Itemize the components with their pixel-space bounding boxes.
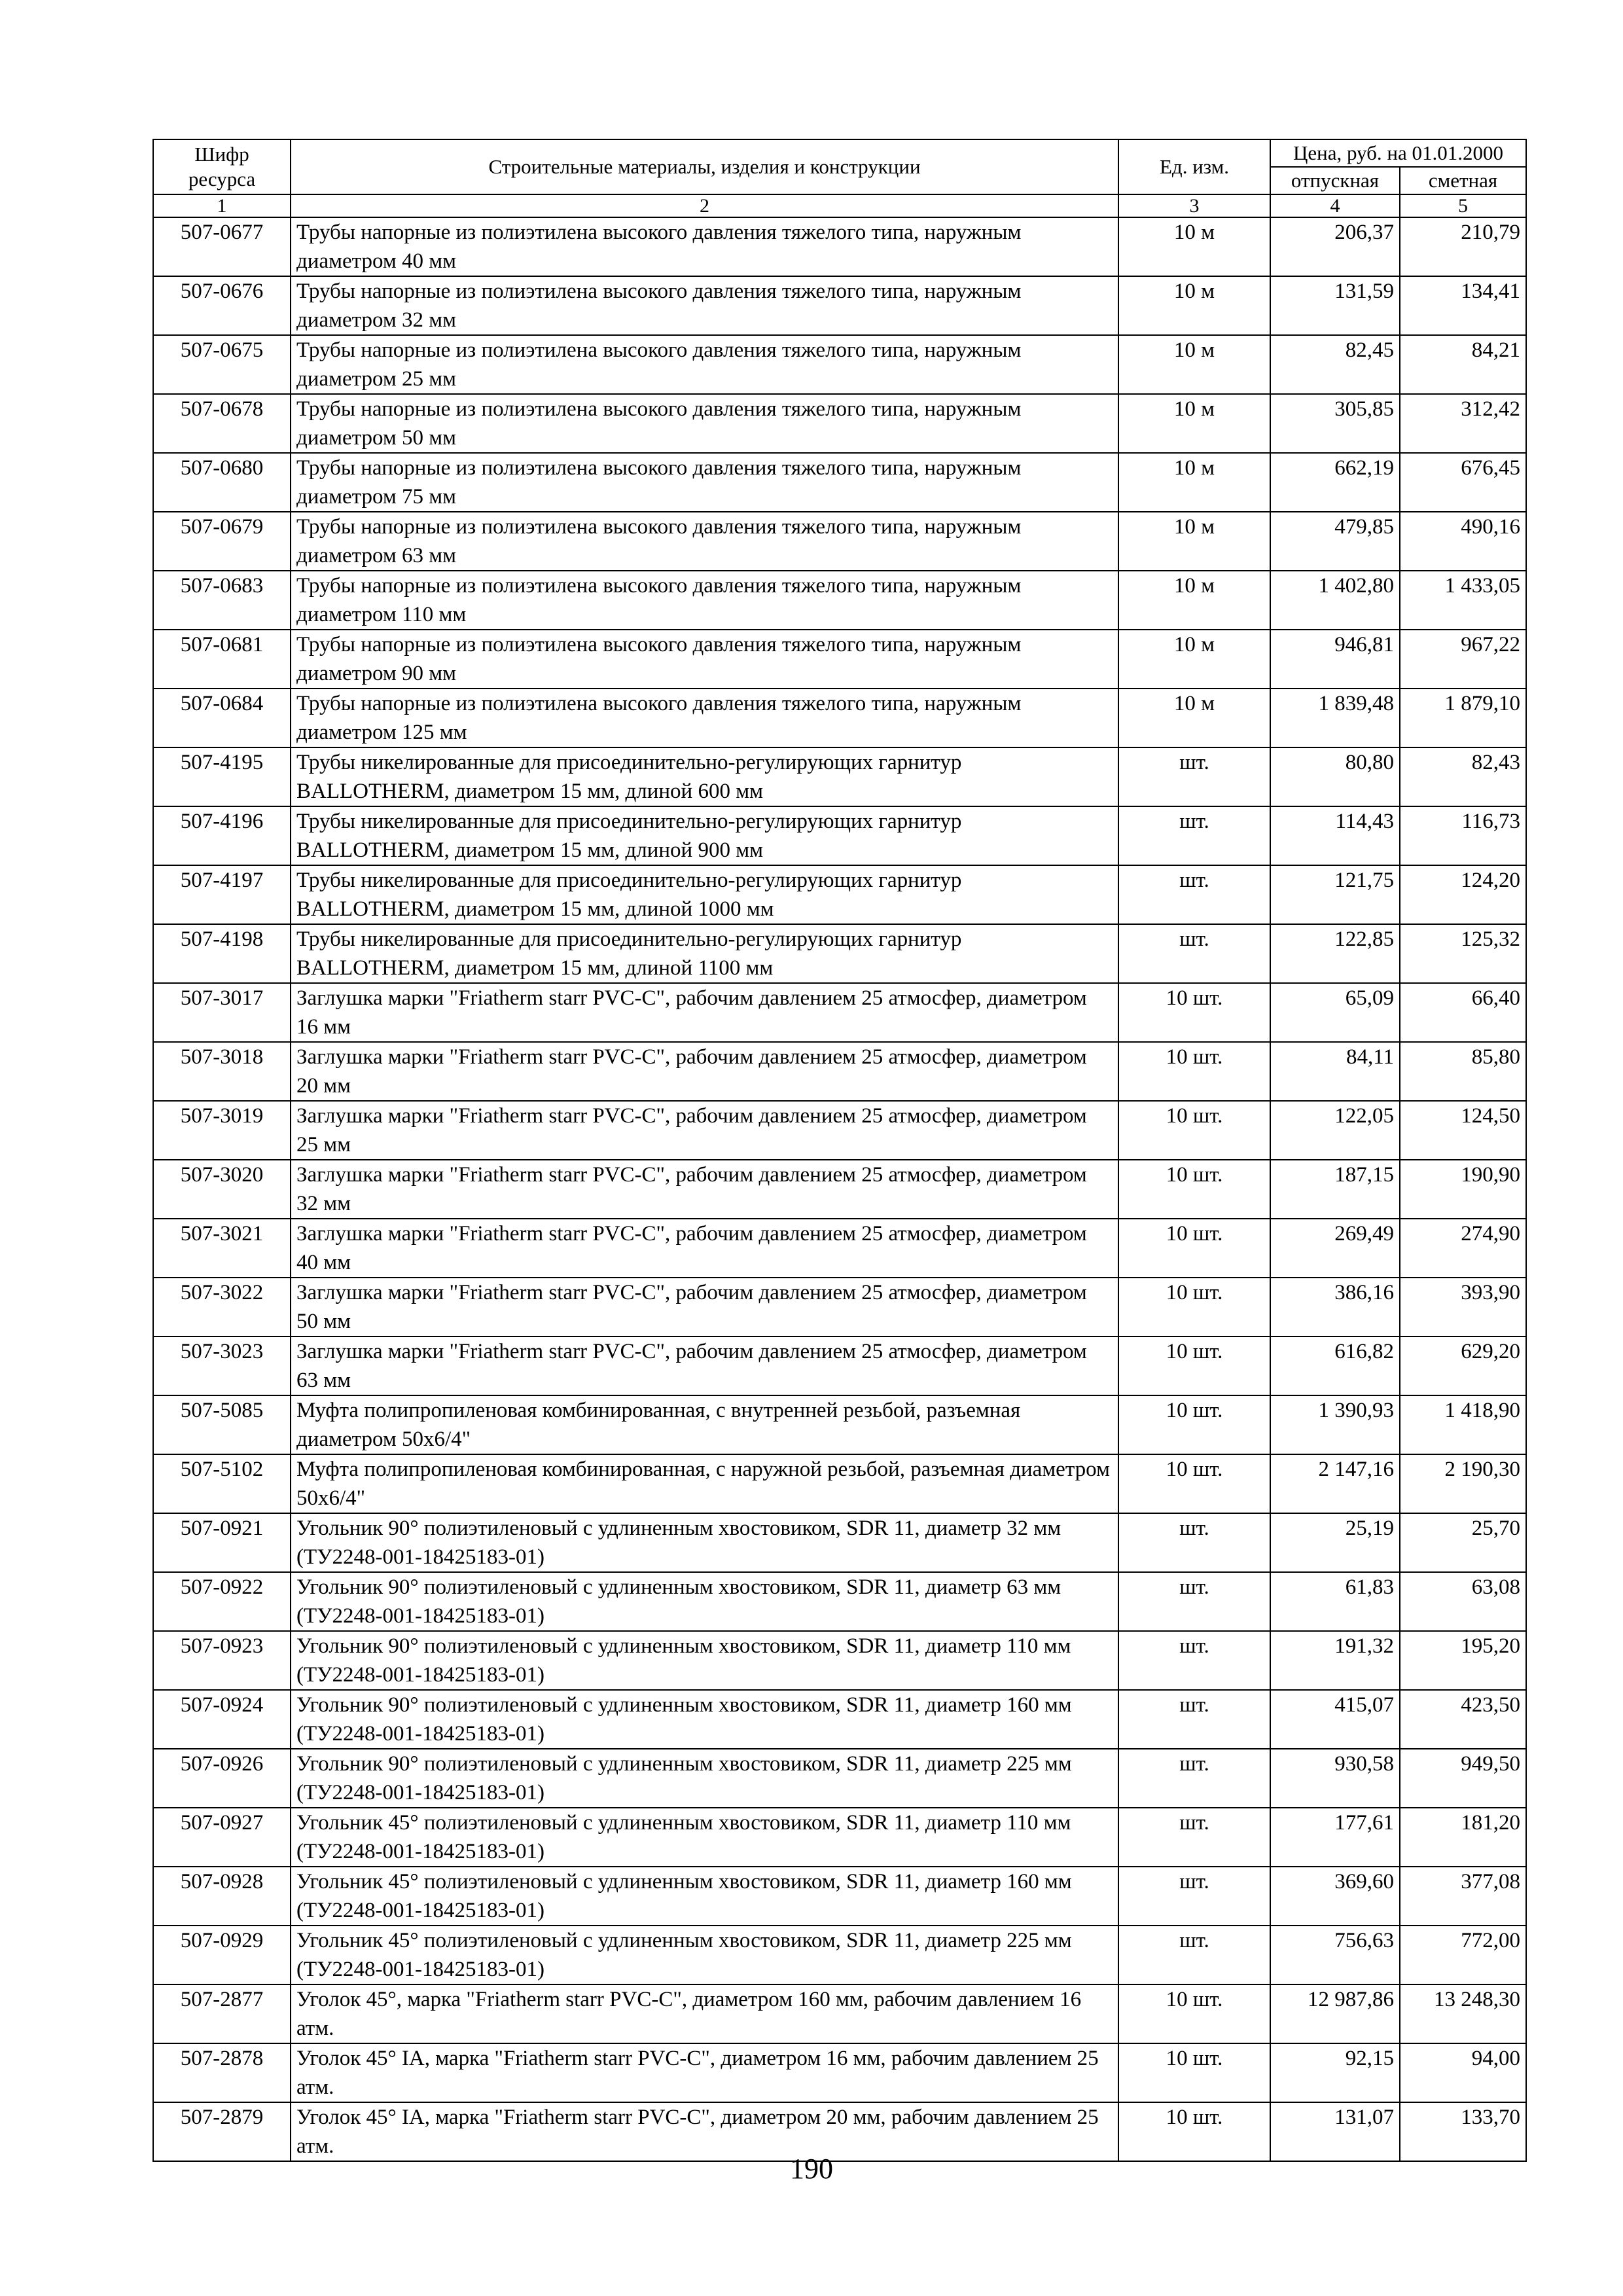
resource-code-cell: 507-2879 — [153, 2102, 291, 2161]
release-price-cell: 187,15 — [1270, 1160, 1400, 1219]
material-name-cell: Угольник 90° полиэтиленовый с удлиненным хвостовиком, SDR 11, диаметр 110 мм (ТУ2248-001-18425183-01) — [291, 1631, 1118, 1690]
estimate-price-cell: 490,16 — [1400, 512, 1526, 571]
release-price-cell: 206,37 — [1270, 217, 1400, 276]
material-name-cell: Трубы никелированные для присоединительно-регулирующих гарнитур BALLOTHERM, диаметром 15 мм, длиной 1000 мм — [291, 865, 1118, 924]
table-row — [153, 1867, 1526, 1926]
unit-cell: 10 м — [1118, 571, 1270, 630]
table-row — [153, 1160, 1526, 1219]
material-name-cell: Трубы напорные из полиэтилена высокого давления тяжелого типа, наружным диаметром 25 мм — [291, 335, 1118, 394]
release-price-cell: 946,81 — [1270, 630, 1400, 689]
unit-cell: 10 м — [1118, 276, 1270, 335]
material-name-cell: Трубы напорные из полиэтилена высокого давления тяжелого типа, наружным диаметром 110 мм — [291, 571, 1118, 630]
estimate-price-cell: 134,41 — [1400, 276, 1526, 335]
table-row — [153, 1808, 1526, 1867]
release-price-cell: 2 147,16 — [1270, 1454, 1400, 1513]
material-name-cell: Угольник 90° полиэтиленовый с удлиненным хвостовиком, SDR 11, диаметр 63 мм (ТУ2248-001-18425183-01) — [291, 1572, 1118, 1631]
material-name-cell: Заглушка марки "Friatherm starr PVC-C", рабочим давлением 25 атмосфер, диаметром 50 мм — [291, 1278, 1118, 1336]
release-price-cell: 177,61 — [1270, 1808, 1400, 1867]
table-row — [153, 276, 1526, 335]
estimate-price-cell: 393,90 — [1400, 1278, 1526, 1336]
material-name-cell: Трубы напорные из полиэтилена высокого давления тяжелого типа, наружным диаметром 90 мм — [291, 630, 1118, 689]
material-name-cell: Уголок 45° IA, марка "Friatherm starr PVC-C", диаметром 20 мм, рабочим давлением 25 атм. — [291, 2102, 1118, 2161]
table-row — [153, 1454, 1526, 1513]
release-price-cell: 114,43 — [1270, 806, 1400, 865]
release-price-cell: 662,19 — [1270, 453, 1400, 512]
column-number: 2 — [291, 194, 1118, 217]
column-number: 5 — [1400, 194, 1526, 217]
resource-code-cell: 507-0927 — [153, 1808, 291, 1867]
table-row — [153, 1278, 1526, 1336]
resource-code-cell: 507-0929 — [153, 1926, 291, 1984]
estimate-price-cell: 2 190,30 — [1400, 1454, 1526, 1513]
material-name-cell: Уголок 45° IA, марка "Friatherm starr PVC-C", диаметром 16 мм, рабочим давлением 25 атм. — [291, 2043, 1118, 2102]
estimate-price-cell: 116,73 — [1400, 806, 1526, 865]
release-price-cell: 269,49 — [1270, 1219, 1400, 1278]
table-row — [153, 747, 1526, 806]
release-price-cell: 415,07 — [1270, 1690, 1400, 1749]
material-name-cell: Заглушка марки "Friatherm starr PVC-C", рабочим давлением 25 атмосфер, диаметром 16 мм — [291, 983, 1118, 1042]
table-body — [153, 217, 1526, 2161]
unit-cell: шт. — [1118, 1572, 1270, 1631]
unit-cell: шт. — [1118, 1808, 1270, 1867]
unit-cell: 10 шт. — [1118, 1336, 1270, 1395]
unit-cell: 10 шт. — [1118, 1042, 1270, 1101]
table-row — [153, 512, 1526, 571]
release-price-cell: 479,85 — [1270, 512, 1400, 571]
unit-cell: шт. — [1118, 865, 1270, 924]
estimate-price-cell: 63,08 — [1400, 1572, 1526, 1631]
estimate-price-cell: 25,70 — [1400, 1513, 1526, 1572]
release-price-cell: 80,80 — [1270, 747, 1400, 806]
table-row — [153, 1926, 1526, 1984]
estimate-price-cell: 210,79 — [1400, 217, 1526, 276]
table-row — [153, 924, 1526, 983]
unit-cell: шт. — [1118, 1926, 1270, 1984]
code-column-header: Шифр ресурса — [153, 139, 291, 194]
table-row — [153, 1513, 1526, 1572]
unit-cell: 10 шт. — [1118, 1454, 1270, 1513]
estimate-price-cell: 772,00 — [1400, 1926, 1526, 1984]
unit-cell: 10 шт. — [1118, 2043, 1270, 2102]
table-row — [153, 806, 1526, 865]
estimate-price-cell: 190,90 — [1400, 1160, 1526, 1219]
release-price-header: отпускная — [1270, 167, 1400, 194]
unit-cell: шт. — [1118, 1513, 1270, 1572]
estimate-price-cell: 124,20 — [1400, 865, 1526, 924]
release-price-cell: 122,85 — [1270, 924, 1400, 983]
release-price-cell: 61,83 — [1270, 1572, 1400, 1631]
table-row — [153, 1336, 1526, 1395]
unit-cell: 10 шт. — [1118, 1219, 1270, 1278]
table-row — [153, 1042, 1526, 1101]
material-name-cell: Трубы никелированные для присоединительно-регулирующих гарнитур BALLOTHERM, диаметром 15 мм, длиной 1100 мм — [291, 924, 1118, 983]
resource-code-cell: 507-3023 — [153, 1336, 291, 1395]
material-name-cell: Трубы никелированные для присоединительно-регулирующих гарнитур BALLOTHERM, диаметром 15 мм, длиной 900 мм — [291, 806, 1118, 865]
table-row — [153, 2043, 1526, 2102]
resource-code-cell: 507-3017 — [153, 983, 291, 1042]
table-row — [153, 571, 1526, 630]
material-name-cell: Заглушка марки "Friatherm starr PVC-C", рабочим давлением 25 атмосфер, диаметром 40 мм — [291, 1219, 1118, 1278]
table-row — [153, 335, 1526, 394]
release-price-cell: 616,82 — [1270, 1336, 1400, 1395]
unit-cell: шт. — [1118, 747, 1270, 806]
estimate-price-cell: 676,45 — [1400, 453, 1526, 512]
table-row — [153, 217, 1526, 276]
unit-cell: 10 шт. — [1118, 1160, 1270, 1219]
estimate-price-cell: 125,32 — [1400, 924, 1526, 983]
table-row — [153, 453, 1526, 512]
material-name-cell: Трубы напорные из полиэтилена высокого давления тяжелого типа, наружным диаметром 40 мм — [291, 217, 1118, 276]
unit-cell: 10 шт. — [1118, 1101, 1270, 1160]
unit-cell: 10 шт. — [1118, 983, 1270, 1042]
material-name-cell: Уголок 45°, марка "Friatherm starr PVC-C", диаметром 160 мм, рабочим давлением 16 атм. — [291, 1984, 1118, 2043]
release-price-cell: 1 839,48 — [1270, 689, 1400, 747]
material-name-cell: Муфта полипропиленовая комбинированная, с внутренней резьбой, разъемная диаметром 50х6/4" — [291, 1395, 1118, 1454]
estimate-price-cell: 949,50 — [1400, 1749, 1526, 1808]
estimate-price-cell: 967,22 — [1400, 630, 1526, 689]
material-name-cell: Угольник 45° полиэтиленовый с удлиненным хвостовиком, SDR 11, диаметр 225 мм (ТУ2248-001-18425183-01) — [291, 1926, 1118, 1984]
column-number: 3 — [1118, 194, 1270, 217]
price-column-header: Цена, руб. на 01.01.2000 — [1270, 139, 1526, 167]
resource-code-cell: 507-0677 — [153, 217, 291, 276]
release-price-cell: 84,11 — [1270, 1042, 1400, 1101]
release-price-cell: 1 402,80 — [1270, 571, 1400, 630]
release-price-cell: 65,09 — [1270, 983, 1400, 1042]
table-row — [153, 1219, 1526, 1278]
table-header — [153, 139, 1526, 217]
resource-code-cell: 507-0926 — [153, 1749, 291, 1808]
estimate-price-cell: 181,20 — [1400, 1808, 1526, 1867]
material-name-cell: Муфта полипропиленовая комбинированная, с наружной резьбой, разъемная диаметром 50х6/4" — [291, 1454, 1118, 1513]
table-row — [153, 865, 1526, 924]
estimate-price-cell: 423,50 — [1400, 1690, 1526, 1749]
table-row — [153, 394, 1526, 453]
unit-cell: шт. — [1118, 1631, 1270, 1690]
material-name-cell: Трубы напорные из полиэтилена высокого давления тяжелого типа, наружным диаметром 63 мм — [291, 512, 1118, 571]
resource-code-cell: 507-0684 — [153, 689, 291, 747]
release-price-cell: 121,75 — [1270, 865, 1400, 924]
release-price-cell: 25,19 — [1270, 1513, 1400, 1572]
unit-cell: шт. — [1118, 1867, 1270, 1926]
material-name-cell: Угольник 90° полиэтиленовый с удлиненным хвостовиком, SDR 11, диаметр 32 мм (ТУ2248-001-18425183-01) — [291, 1513, 1118, 1572]
price-table — [152, 139, 1527, 2162]
table-row — [153, 1395, 1526, 1454]
unit-cell: шт. — [1118, 806, 1270, 865]
material-name-cell: Трубы никелированные для присоединительно-регулирующих гарнитур BALLOTHERM, диаметром 15 мм, длиной 600 мм — [291, 747, 1118, 806]
material-name-cell: Заглушка марки "Friatherm starr PVC-C", рабочим давлением 25 атмосфер, диаметром 25 мм — [291, 1101, 1118, 1160]
release-price-cell: 82,45 — [1270, 335, 1400, 394]
table-row — [153, 1101, 1526, 1160]
release-price-cell: 92,15 — [1270, 2043, 1400, 2102]
resource-code-cell: 507-0921 — [153, 1513, 291, 1572]
material-name-cell: Трубы напорные из полиэтилена высокого давления тяжелого типа, наружным диаметром 75 мм — [291, 453, 1118, 512]
resource-code-cell: 507-5085 — [153, 1395, 291, 1454]
unit-cell: 10 м — [1118, 217, 1270, 276]
release-price-cell: 305,85 — [1270, 394, 1400, 453]
unit-cell: шт. — [1118, 1690, 1270, 1749]
estimate-price-cell: 195,20 — [1400, 1631, 1526, 1690]
resource-code-cell: 507-4195 — [153, 747, 291, 806]
resource-code-cell: 507-0923 — [153, 1631, 291, 1690]
resource-code-cell: 507-5102 — [153, 1454, 291, 1513]
resource-code-cell: 507-0680 — [153, 453, 291, 512]
resource-code-cell: 507-0678 — [153, 394, 291, 453]
estimate-price-header: сметная — [1400, 167, 1526, 194]
estimate-price-cell: 82,43 — [1400, 747, 1526, 806]
table-row — [153, 630, 1526, 689]
table-row — [153, 1690, 1526, 1749]
resource-code-cell: 507-0922 — [153, 1572, 291, 1631]
material-name-cell: Заглушка марки "Friatherm starr PVC-C", рабочим давлением 25 атмосфер, диаметром 20 мм — [291, 1042, 1118, 1101]
resource-code-cell: 507-4196 — [153, 806, 291, 865]
material-name-cell: Трубы напорные из полиэтилена высокого давления тяжелого типа, наружным диаметром 32 мм — [291, 276, 1118, 335]
material-name-cell: Угольник 90° полиэтиленовый с удлиненным хвостовиком, SDR 11, диаметр 225 мм (ТУ2248-001-18425183-01) — [291, 1749, 1118, 1808]
estimate-price-cell: 274,90 — [1400, 1219, 1526, 1278]
resource-code-cell: 507-0928 — [153, 1867, 291, 1926]
table-row — [153, 983, 1526, 1042]
material-name-cell: Угольник 45° полиэтиленовый с удлиненным хвостовиком, SDR 11, диаметр 160 мм (ТУ2248-001-18425183-01) — [291, 1867, 1118, 1926]
estimate-price-cell: 1 433,05 — [1400, 571, 1526, 630]
estimate-price-cell: 629,20 — [1400, 1336, 1526, 1395]
table-row — [153, 1749, 1526, 1808]
unit-cell: 10 м — [1118, 335, 1270, 394]
material-name-cell: Заглушка марки "Friatherm starr PVC-C", рабочим давлением 25 атмосфер, диаметром 32 мм — [291, 1160, 1118, 1219]
table-row — [153, 1984, 1526, 2043]
unit-cell: 10 шт. — [1118, 1984, 1270, 2043]
release-price-cell: 131,59 — [1270, 276, 1400, 335]
resource-code-cell: 507-0683 — [153, 571, 291, 630]
page-number: 190 — [790, 2153, 833, 2185]
unit-cell: шт. — [1118, 1749, 1270, 1808]
release-price-cell: 756,63 — [1270, 1926, 1400, 1984]
unit-cell: шт. — [1118, 924, 1270, 983]
table-row — [153, 1631, 1526, 1690]
resource-code-cell: 507-3020 — [153, 1160, 291, 1219]
resource-code-cell: 507-0924 — [153, 1690, 291, 1749]
material-name-cell: Заглушка марки "Friatherm starr PVC-C", рабочим давлением 25 атмосфер, диаметром 63 мм — [291, 1336, 1118, 1395]
unit-cell: 10 м — [1118, 689, 1270, 747]
release-price-cell: 386,16 — [1270, 1278, 1400, 1336]
release-price-cell: 1 390,93 — [1270, 1395, 1400, 1454]
release-price-cell: 930,58 — [1270, 1749, 1400, 1808]
resource-code-cell: 507-0681 — [153, 630, 291, 689]
resource-code-cell: 507-4197 — [153, 865, 291, 924]
resource-code-cell: 507-0676 — [153, 276, 291, 335]
resource-code-cell: 507-3022 — [153, 1278, 291, 1336]
material-name-cell: Трубы напорные из полиэтилена высокого давления тяжелого типа, наружным диаметром 125 мм — [291, 689, 1118, 747]
estimate-price-cell: 66,40 — [1400, 983, 1526, 1042]
estimate-price-cell: 133,70 — [1400, 2102, 1526, 2161]
resource-code-cell: 507-0679 — [153, 512, 291, 571]
resource-code-cell: 507-3021 — [153, 1219, 291, 1278]
estimate-price-cell: 1 879,10 — [1400, 689, 1526, 747]
resource-code-cell: 507-3018 — [153, 1042, 291, 1101]
unit-cell: 10 м — [1118, 630, 1270, 689]
release-price-cell: 369,60 — [1270, 1867, 1400, 1926]
resource-code-cell: 507-4198 — [153, 924, 291, 983]
table-row — [153, 689, 1526, 747]
estimate-price-cell: 377,08 — [1400, 1867, 1526, 1926]
release-price-cell: 191,32 — [1270, 1631, 1400, 1690]
material-name-cell: Трубы напорные из полиэтилена высокого давления тяжелого типа, наружным диаметром 50 мм — [291, 394, 1118, 453]
estimate-price-cell: 13 248,30 — [1400, 1984, 1526, 2043]
resource-code-cell: 507-3019 — [153, 1101, 291, 1160]
estimate-price-cell: 1 418,90 — [1400, 1395, 1526, 1454]
release-price-cell: 131,07 — [1270, 2102, 1400, 2161]
name-column-header: Строительные материалы, изделия и конструкции — [291, 139, 1118, 194]
estimate-price-cell: 312,42 — [1400, 394, 1526, 453]
table-row — [153, 1572, 1526, 1631]
unit-cell: 10 шт. — [1118, 1278, 1270, 1336]
resource-code-cell: 507-2878 — [153, 2043, 291, 2102]
release-price-cell: 122,05 — [1270, 1101, 1400, 1160]
release-price-cell: 12 987,86 — [1270, 1984, 1400, 2043]
column-number: 4 — [1270, 194, 1400, 217]
material-name-cell: Угольник 45° полиэтиленовый с удлиненным хвостовиком, SDR 11, диаметр 110 мм (ТУ2248-001-18425183-01) — [291, 1808, 1118, 1867]
resource-code-cell: 507-0675 — [153, 335, 291, 394]
unit-cell: 10 шт. — [1118, 2102, 1270, 2161]
resource-code-cell: 507-2877 — [153, 1984, 291, 2043]
unit-cell: 10 шт. — [1118, 1395, 1270, 1454]
unit-cell: 10 м — [1118, 512, 1270, 571]
material-name-cell: Угольник 90° полиэтиленовый с удлиненным хвостовиком, SDR 11, диаметр 160 мм (ТУ2248-001-18425183-01) — [291, 1690, 1118, 1749]
unit-cell: 10 м — [1118, 453, 1270, 512]
unit-cell: 10 м — [1118, 394, 1270, 453]
estimate-price-cell: 84,21 — [1400, 335, 1526, 394]
estimate-price-cell: 94,00 — [1400, 2043, 1526, 2102]
unit-column-header: Ед. изм. — [1118, 139, 1270, 194]
estimate-price-cell: 124,50 — [1400, 1101, 1526, 1160]
estimate-price-cell: 85,80 — [1400, 1042, 1526, 1101]
column-number: 1 — [153, 194, 291, 217]
